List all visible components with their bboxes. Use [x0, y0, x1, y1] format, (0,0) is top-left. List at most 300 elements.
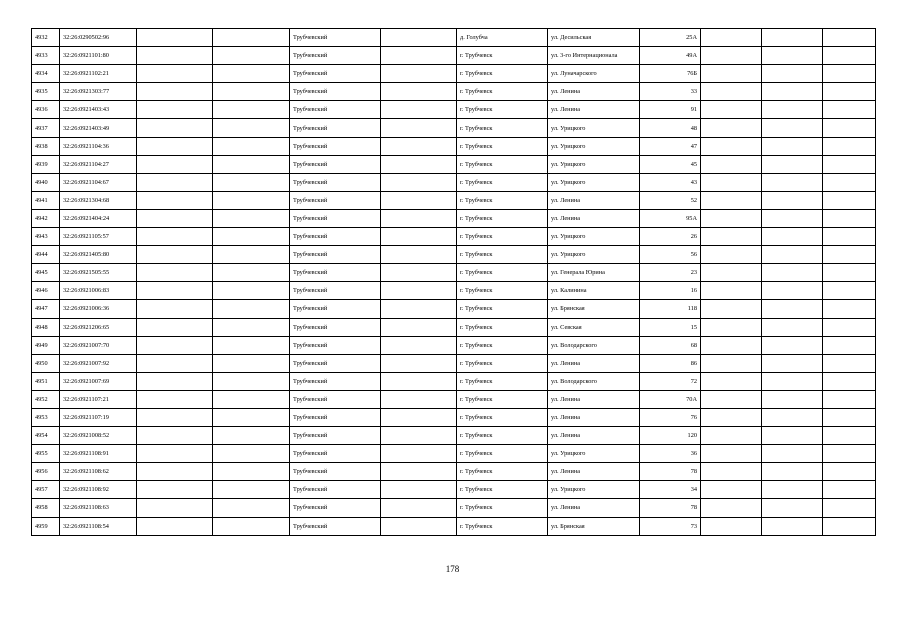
- cell-district: Трубчевский: [290, 354, 381, 372]
- cell-empty: [213, 499, 290, 517]
- cell-empty: [213, 427, 290, 445]
- cell-empty: [213, 173, 290, 191]
- cell-street: ул. Брянская: [548, 300, 640, 318]
- cell-street: ул. Ленина: [548, 101, 640, 119]
- cell-empty: [381, 101, 457, 119]
- cell-empty: [701, 155, 762, 173]
- table-body: [32, 29, 876, 536]
- cell-empty: [137, 372, 213, 390]
- table-row: [32, 264, 876, 282]
- cell-empty: [213, 318, 290, 336]
- cell-row-number: 4957: [32, 481, 60, 499]
- cell-row-number: 4947: [32, 300, 60, 318]
- cell-locality: г. Трубчевск: [457, 300, 548, 318]
- cell-empty: [762, 155, 823, 173]
- cell-empty: [381, 445, 457, 463]
- cell-empty: [701, 264, 762, 282]
- cell-empty: [762, 83, 823, 101]
- cell-locality: г. Трубчевск: [457, 209, 548, 227]
- cell-row-number: 4933: [32, 47, 60, 65]
- cell-empty: [823, 517, 876, 535]
- cell-cadastral-number: 32:26:0921108:54: [60, 517, 137, 535]
- cell-empty: [381, 83, 457, 101]
- cell-cadastral-number: 32:26:0921104:67: [60, 173, 137, 191]
- cell-cadastral-number: 32:26:0921108:92: [60, 481, 137, 499]
- cell-empty: [381, 481, 457, 499]
- cell-empty: [762, 336, 823, 354]
- table-row: [32, 499, 876, 517]
- table-row: [32, 137, 876, 155]
- cell-empty: [762, 173, 823, 191]
- cell-empty: [823, 137, 876, 155]
- cell-cadastral-number: 32:26:0290502:96: [60, 29, 137, 47]
- cell-cadastral-number: 32:26:0921006:36: [60, 300, 137, 318]
- cell-row-number: 4949: [32, 336, 60, 354]
- cell-house-number: 118: [640, 300, 701, 318]
- cell-empty: [701, 65, 762, 83]
- cell-cadastral-number: 32:26:0921105:57: [60, 228, 137, 246]
- cell-empty: [762, 481, 823, 499]
- cell-empty: [213, 191, 290, 209]
- cell-empty: [213, 209, 290, 227]
- cell-empty: [137, 427, 213, 445]
- cell-empty: [701, 191, 762, 209]
- cell-house-number: 72: [640, 372, 701, 390]
- cell-empty: [762, 372, 823, 390]
- cell-empty: [213, 155, 290, 173]
- cell-street: ул. Ленина: [548, 463, 640, 481]
- cell-empty: [762, 282, 823, 300]
- cell-empty: [137, 228, 213, 246]
- cell-empty: [701, 209, 762, 227]
- cell-empty: [381, 29, 457, 47]
- cell-empty: [823, 173, 876, 191]
- cell-empty: [823, 481, 876, 499]
- cell-house-number: 15: [640, 318, 701, 336]
- cell-street: ул. Ленина: [548, 408, 640, 426]
- cell-cadastral-number: 32:26:0921108:91: [60, 445, 137, 463]
- cell-cadastral-number: 32:26:0921007:70: [60, 336, 137, 354]
- cell-district: Трубчевский: [290, 137, 381, 155]
- cell-empty: [823, 408, 876, 426]
- cell-street: ул. Урицкого: [548, 137, 640, 155]
- cell-empty: [823, 228, 876, 246]
- cell-empty: [137, 481, 213, 499]
- cell-district: Трубчевский: [290, 264, 381, 282]
- cell-empty: [381, 246, 457, 264]
- cell-empty: [701, 336, 762, 354]
- table-row: [32, 408, 876, 426]
- cell-empty: [137, 318, 213, 336]
- cell-empty: [701, 318, 762, 336]
- cell-empty: [213, 463, 290, 481]
- cell-locality: г. Трубчевск: [457, 499, 548, 517]
- cell-empty: [381, 47, 457, 65]
- cell-district: Трубчевский: [290, 300, 381, 318]
- cell-street: ул. Ленина: [548, 427, 640, 445]
- cell-empty: [701, 463, 762, 481]
- cell-empty: [762, 246, 823, 264]
- cell-empty: [823, 499, 876, 517]
- cell-empty: [762, 408, 823, 426]
- cell-empty: [381, 517, 457, 535]
- cell-empty: [762, 463, 823, 481]
- cell-empty: [762, 119, 823, 137]
- cell-row-number: 4948: [32, 318, 60, 336]
- cell-empty: [701, 228, 762, 246]
- cell-empty: [213, 408, 290, 426]
- cell-empty: [213, 282, 290, 300]
- cell-cadastral-number: 32:26:0921104:27: [60, 155, 137, 173]
- cell-empty: [137, 137, 213, 155]
- cell-locality: г. Трубчевск: [457, 445, 548, 463]
- cell-empty: [823, 209, 876, 227]
- cell-empty: [381, 354, 457, 372]
- cell-empty: [701, 300, 762, 318]
- cell-locality: г. Трубчевск: [457, 173, 548, 191]
- cell-empty: [701, 137, 762, 155]
- cell-house-number: 25А: [640, 29, 701, 47]
- cell-row-number: 4937: [32, 119, 60, 137]
- table-row: [32, 101, 876, 119]
- cell-empty: [137, 47, 213, 65]
- cell-empty: [701, 445, 762, 463]
- cell-empty: [137, 354, 213, 372]
- cell-locality: г. Трубчевск: [457, 155, 548, 173]
- cell-district: Трубчевский: [290, 173, 381, 191]
- cell-cadastral-number: 32:26:0921102:21: [60, 65, 137, 83]
- cell-empty: [701, 119, 762, 137]
- cell-locality: г. Трубчевск: [457, 354, 548, 372]
- cell-empty: [213, 47, 290, 65]
- cell-cadastral-number: 32:26:0921108:62: [60, 463, 137, 481]
- cell-district: Трубчевский: [290, 228, 381, 246]
- cell-empty: [701, 47, 762, 65]
- cell-row-number: 4952: [32, 390, 60, 408]
- cell-empty: [381, 463, 457, 481]
- cell-row-number: 4958: [32, 499, 60, 517]
- cell-cadastral-number: 32:26:0921007:92: [60, 354, 137, 372]
- cell-locality: г. Трубчевск: [457, 390, 548, 408]
- cell-locality: г. Трубчевск: [457, 264, 548, 282]
- table-row: [32, 427, 876, 445]
- cell-empty: [213, 101, 290, 119]
- cell-locality: г. Трубчевск: [457, 481, 548, 499]
- cell-locality: г. Трубчевск: [457, 372, 548, 390]
- cell-house-number: 47: [640, 137, 701, 155]
- cell-empty: [701, 390, 762, 408]
- cell-empty: [137, 408, 213, 426]
- cell-house-number: 86: [640, 354, 701, 372]
- cell-house-number: 43: [640, 173, 701, 191]
- table-row: [32, 390, 876, 408]
- cell-empty: [213, 445, 290, 463]
- cell-empty: [701, 246, 762, 264]
- cell-empty: [381, 408, 457, 426]
- cell-empty: [213, 228, 290, 246]
- cell-street: ул. Калинина: [548, 282, 640, 300]
- cell-cadastral-number: 32:26:0921403:49: [60, 119, 137, 137]
- cell-house-number: 16: [640, 282, 701, 300]
- cell-empty: [823, 372, 876, 390]
- cell-locality: г. Трубчевск: [457, 65, 548, 83]
- cell-locality: г. Трубчевск: [457, 463, 548, 481]
- table-row: [32, 282, 876, 300]
- cell-house-number: 76Б: [640, 65, 701, 83]
- cell-street: ул. Ленина: [548, 499, 640, 517]
- cell-row-number: 4942: [32, 209, 60, 227]
- cell-street: ул. Володарского: [548, 336, 640, 354]
- cell-row-number: 4959: [32, 517, 60, 535]
- cell-district: Трубчевский: [290, 191, 381, 209]
- cell-empty: [213, 246, 290, 264]
- cell-empty: [213, 264, 290, 282]
- cell-row-number: 4945: [32, 264, 60, 282]
- cell-cadastral-number: 32:26:0921505:55: [60, 264, 137, 282]
- cell-empty: [701, 499, 762, 517]
- table-row: [32, 354, 876, 372]
- cell-empty: [213, 119, 290, 137]
- cell-empty: [213, 65, 290, 83]
- cell-empty: [137, 463, 213, 481]
- cell-empty: [137, 65, 213, 83]
- cell-row-number: 4946: [32, 282, 60, 300]
- cell-empty: [823, 65, 876, 83]
- table-row: [32, 83, 876, 101]
- cell-empty: [762, 29, 823, 47]
- cell-house-number: 78: [640, 463, 701, 481]
- cell-empty: [381, 228, 457, 246]
- cell-row-number: 4938: [32, 137, 60, 155]
- cell-empty: [701, 408, 762, 426]
- cell-empty: [137, 191, 213, 209]
- cell-house-number: 26: [640, 228, 701, 246]
- cell-empty: [213, 481, 290, 499]
- cell-empty: [762, 47, 823, 65]
- table-row: [32, 481, 876, 499]
- cell-empty: [213, 137, 290, 155]
- cell-row-number: 4943: [32, 228, 60, 246]
- cell-empty: [823, 445, 876, 463]
- page-number: 178: [445, 564, 460, 574]
- cell-empty: [137, 445, 213, 463]
- table-row: [32, 29, 876, 47]
- table-row: [32, 209, 876, 227]
- cell-street: ул. Ленина: [548, 390, 640, 408]
- cell-empty: [762, 517, 823, 535]
- cell-district: Трубчевский: [290, 390, 381, 408]
- cell-district: Трубчевский: [290, 119, 381, 137]
- cell-street: ул. Урицкого: [548, 445, 640, 463]
- cell-empty: [137, 83, 213, 101]
- cell-house-number: 78: [640, 499, 701, 517]
- cell-empty: [762, 354, 823, 372]
- cell-house-number: 45: [640, 155, 701, 173]
- cell-empty: [762, 300, 823, 318]
- cell-house-number: 33: [640, 83, 701, 101]
- cell-district: Трубчевский: [290, 372, 381, 390]
- cell-locality: г. Трубчевск: [457, 282, 548, 300]
- cell-empty: [381, 264, 457, 282]
- table-row: [32, 300, 876, 318]
- cell-district: Трубчевский: [290, 246, 381, 264]
- cell-street: ул. Ленина: [548, 209, 640, 227]
- cell-empty: [823, 390, 876, 408]
- cell-locality: г. Трубчевск: [457, 191, 548, 209]
- cell-street: ул. Брянская: [548, 517, 640, 535]
- cell-empty: [762, 499, 823, 517]
- cell-locality: г. Трубчевск: [457, 228, 548, 246]
- cell-locality: г. Трубчевск: [457, 101, 548, 119]
- cell-street: ул. Урицкого: [548, 173, 640, 191]
- cell-street: ул. Володарского: [548, 372, 640, 390]
- cell-locality: г. Трубчевск: [457, 427, 548, 445]
- cell-empty: [381, 372, 457, 390]
- cell-district: Трубчевский: [290, 499, 381, 517]
- cell-empty: [213, 517, 290, 535]
- cell-locality: г. Трубчевск: [457, 336, 548, 354]
- cell-district: Трубчевский: [290, 427, 381, 445]
- cell-street: ул. Севская: [548, 318, 640, 336]
- cell-empty: [137, 155, 213, 173]
- cell-street: ул. Луначарского: [548, 65, 640, 83]
- cell-row-number: 4950: [32, 354, 60, 372]
- cell-house-number: 23: [640, 264, 701, 282]
- cell-empty: [137, 29, 213, 47]
- cell-district: Трубчевский: [290, 336, 381, 354]
- cell-cadastral-number: 32:26:0921304:68: [60, 191, 137, 209]
- cell-cadastral-number: 32:26:0921303:77: [60, 83, 137, 101]
- cell-empty: [137, 517, 213, 535]
- cell-empty: [701, 173, 762, 191]
- cell-cadastral-number: 32:26:0921104:36: [60, 137, 137, 155]
- cell-cadastral-number: 32:26:0921107:21: [60, 390, 137, 408]
- cell-empty: [701, 517, 762, 535]
- cell-empty: [381, 499, 457, 517]
- cell-row-number: 4941: [32, 191, 60, 209]
- cell-cadastral-number: 32:26:0921405:80: [60, 246, 137, 264]
- cell-empty: [762, 228, 823, 246]
- cell-empty: [137, 282, 213, 300]
- cell-empty: [701, 372, 762, 390]
- cell-cadastral-number: 32:26:0921007:69: [60, 372, 137, 390]
- cell-empty: [762, 390, 823, 408]
- cell-street: ул. Десильская: [548, 29, 640, 47]
- cell-row-number: 4935: [32, 83, 60, 101]
- cell-empty: [823, 318, 876, 336]
- cell-empty: [381, 300, 457, 318]
- cell-house-number: 34: [640, 481, 701, 499]
- cell-empty: [701, 354, 762, 372]
- cell-house-number: 48: [640, 119, 701, 137]
- cell-empty: [762, 445, 823, 463]
- cell-empty: [381, 282, 457, 300]
- table-row: [32, 246, 876, 264]
- cell-empty: [701, 83, 762, 101]
- cell-empty: [762, 65, 823, 83]
- table-row: [32, 445, 876, 463]
- cell-empty: [381, 173, 457, 191]
- cell-empty: [823, 246, 876, 264]
- cell-house-number: 56: [640, 246, 701, 264]
- cell-district: Трубчевский: [290, 282, 381, 300]
- cell-empty: [701, 427, 762, 445]
- cell-empty: [701, 282, 762, 300]
- register-table: [31, 28, 876, 536]
- table-row: [32, 65, 876, 83]
- cell-street: ул. Урицкого: [548, 246, 640, 264]
- cell-street: ул. Урицкого: [548, 155, 640, 173]
- cell-locality: г. Трубчевск: [457, 119, 548, 137]
- cell-empty: [137, 209, 213, 227]
- table-row: [32, 173, 876, 191]
- cell-empty: [823, 47, 876, 65]
- cell-empty: [137, 246, 213, 264]
- cell-empty: [823, 463, 876, 481]
- cell-street: ул. Ленина: [548, 354, 640, 372]
- cell-cadastral-number: 32:26:0921404:24: [60, 209, 137, 227]
- cell-street: ул. 3-го Интернационала: [548, 47, 640, 65]
- cell-row-number: 4934: [32, 65, 60, 83]
- cell-empty: [762, 137, 823, 155]
- cell-district: Трубчевский: [290, 47, 381, 65]
- cell-district: Трубчевский: [290, 101, 381, 119]
- cell-cadastral-number: 32:26:0921206:65: [60, 318, 137, 336]
- cell-row-number: 4955: [32, 445, 60, 463]
- table-row: [32, 517, 876, 535]
- cell-empty: [701, 29, 762, 47]
- cell-empty: [213, 300, 290, 318]
- cell-empty: [137, 264, 213, 282]
- cell-empty: [823, 336, 876, 354]
- cell-empty: [381, 137, 457, 155]
- cell-cadastral-number: 32:26:0921101:80: [60, 47, 137, 65]
- cell-row-number: 4932: [32, 29, 60, 47]
- cell-empty: [137, 119, 213, 137]
- cell-empty: [823, 155, 876, 173]
- cell-row-number: 4953: [32, 408, 60, 426]
- cell-district: Трубчевский: [290, 65, 381, 83]
- table-row: [32, 372, 876, 390]
- table-row: [32, 155, 876, 173]
- cell-cadastral-number: 32:26:0921008:52: [60, 427, 137, 445]
- cell-empty: [213, 354, 290, 372]
- table-row: [32, 47, 876, 65]
- cell-district: Трубчевский: [290, 517, 381, 535]
- table-row: [32, 228, 876, 246]
- cell-street: ул. Ленина: [548, 191, 640, 209]
- table-row: [32, 119, 876, 137]
- cell-empty: [137, 173, 213, 191]
- cell-district: Трубчевский: [290, 209, 381, 227]
- cell-house-number: 52: [640, 191, 701, 209]
- cell-locality: г. Трубчевск: [457, 408, 548, 426]
- cell-empty: [823, 264, 876, 282]
- cell-empty: [381, 191, 457, 209]
- cell-house-number: 73: [640, 517, 701, 535]
- cell-empty: [762, 318, 823, 336]
- cell-house-number: 76: [640, 408, 701, 426]
- cell-empty: [381, 119, 457, 137]
- table-row: [32, 463, 876, 481]
- cell-empty: [381, 65, 457, 83]
- cell-street: ул. Ленина: [548, 83, 640, 101]
- cell-row-number: 4944: [32, 246, 60, 264]
- cell-empty: [381, 209, 457, 227]
- cell-locality: г. Трубчевск: [457, 318, 548, 336]
- cell-empty: [701, 481, 762, 499]
- cell-empty: [823, 354, 876, 372]
